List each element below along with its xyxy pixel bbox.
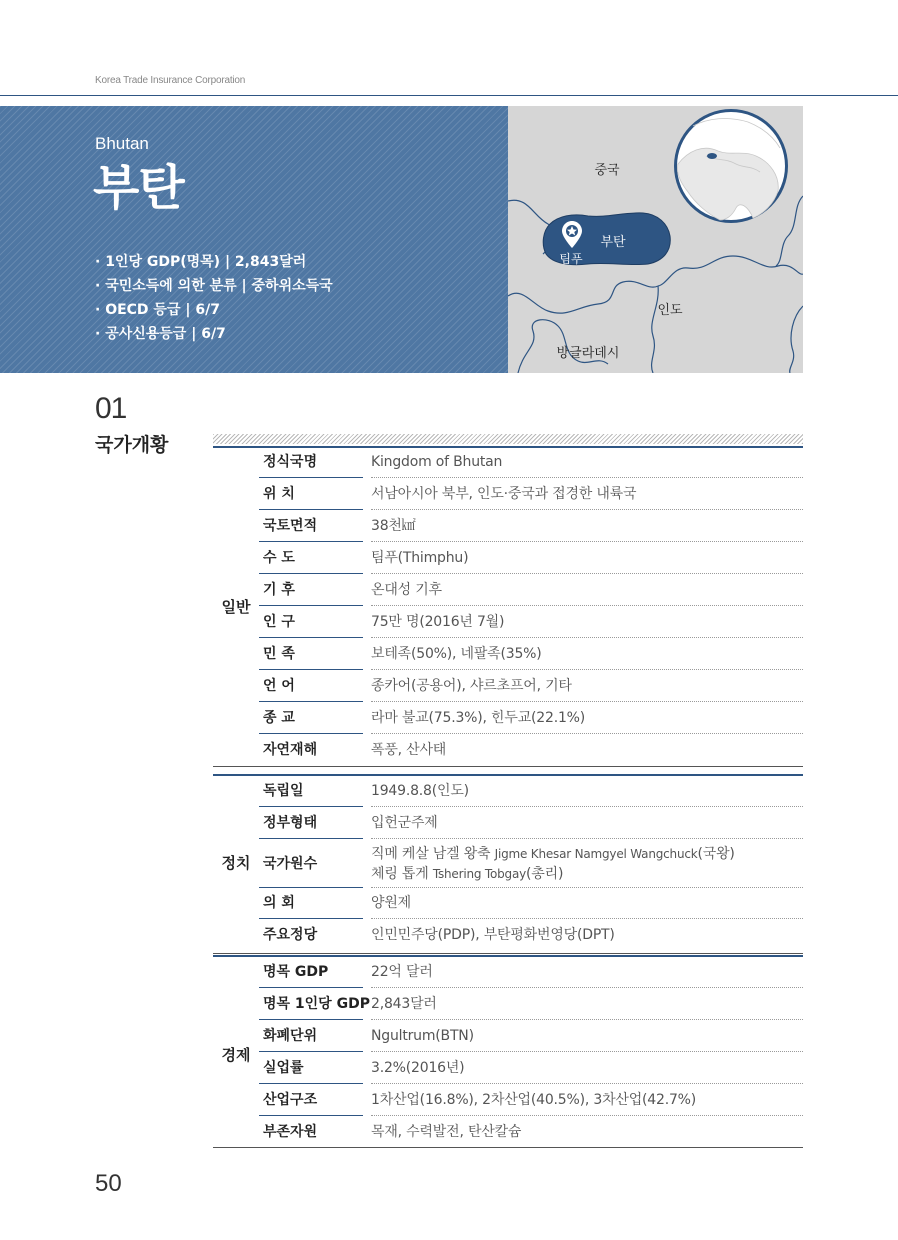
row-key: 기 후 (259, 575, 363, 606)
map-label-bangladesh: 방글라데시 (556, 346, 620, 361)
row-value: 폭풍, 산사태 (371, 742, 447, 758)
map-label-india: 인도 (657, 303, 683, 318)
table-row (259, 639, 803, 671)
table-row (259, 511, 803, 543)
table-row (259, 920, 803, 952)
row-value: 1차산업(16.8%), 2차산업(40.5%), 3차산업(42.7%) (371, 1085, 803, 1116)
table-row (259, 989, 803, 1021)
row-value: 2,843달러 (371, 989, 803, 1020)
section-title: 국가개황 (95, 434, 169, 456)
section-number: 01 (95, 392, 127, 425)
table-row (259, 543, 803, 575)
inset-globe (674, 109, 788, 223)
row-key: 수 도 (259, 543, 363, 574)
row-value: 75만 명(2016년 7월) (371, 607, 803, 638)
pm-name-ko: 체링 톱게 (371, 866, 429, 882)
group-label-general: 일반 (221, 598, 251, 616)
table-row (259, 776, 803, 808)
row-value: 38천㎢ (371, 511, 803, 542)
king-name-en: Jigme Khesar Namgyel Wangchuck (494, 847, 698, 861)
map-label-capital: 팀푸 (559, 252, 583, 266)
row-key: 의 회 (259, 888, 363, 919)
header-divider (0, 95, 898, 96)
page-number: 50 (95, 1170, 122, 1197)
row-key: 명목 1인당 GDP (259, 989, 363, 1020)
row-value: 입헌군주제 (371, 808, 803, 839)
row-value: 양원제 (371, 888, 803, 919)
table-row (259, 479, 803, 511)
key-facts (95, 250, 333, 346)
row-key: 정부형태 (259, 808, 363, 839)
row-value: 종카어(공용어), 샤르초프어, 기타 (371, 671, 803, 702)
head-of-state-line-king (371, 844, 803, 864)
corporation-name: Korea Trade Insurance Corporation (95, 75, 246, 86)
row-value: 목재, 수력발전, 탄산칼슘 (371, 1124, 522, 1140)
table-row (259, 1053, 803, 1085)
row-value: 라마 불교(75.3%), 힌두교(22.1%) (371, 703, 803, 734)
table-row (259, 575, 803, 607)
group-label-politics: 정치 (221, 854, 251, 872)
table-row (259, 735, 803, 767)
fact-oecd-grade: · OECD 등급 | 6/7 (95, 302, 220, 318)
king-name-ko: 직메 케살 남겔 왕축 (371, 846, 491, 862)
row-key: 정식국명 (259, 447, 363, 478)
row-value (371, 840, 803, 888)
row-value: 3.2%(2016년) (371, 1053, 803, 1084)
row-key: 국토면적 (259, 511, 363, 542)
row-key: 부존자원 (263, 1124, 318, 1140)
row-value: Kingdom of Bhutan (371, 447, 803, 478)
row-key: 주요정당 (263, 927, 318, 943)
table-row (259, 957, 803, 989)
row-key: 명목 GDP (259, 957, 363, 988)
table-bottom-rule (213, 953, 803, 954)
row-key: 독립일 (259, 776, 363, 807)
row-key: 국가원수 (259, 840, 363, 888)
row-value: Ngultrum(BTN) (371, 1021, 803, 1052)
country-name-en: Bhutan (95, 134, 149, 153)
table-row (259, 1117, 803, 1149)
group-label-economy: 경제 (221, 1046, 251, 1064)
table-bottom-rule (213, 1147, 803, 1148)
table-row (259, 808, 803, 840)
row-value: 22억 달러 (371, 957, 803, 988)
fact-income-class: · 국민소득에 의한 분류 | 중하위소득국 (95, 278, 333, 294)
table-row (259, 1021, 803, 1053)
head-of-state-line-pm (371, 864, 803, 884)
row-value: 팀푸(Thimphu) (371, 543, 803, 574)
economy-table (213, 955, 803, 1149)
row-key: 인 구 (259, 607, 363, 638)
row-value: 1949.8.8(인도) (371, 776, 803, 807)
table-row (259, 888, 803, 920)
table-row (259, 447, 803, 479)
row-key: 화폐단위 (259, 1021, 363, 1052)
map-svg (508, 106, 803, 373)
pm-name-en: Tshering Tobgay (432, 867, 527, 881)
pm-title: (총리) (526, 866, 564, 882)
section-hatch-rule (213, 434, 803, 444)
row-key: 민 족 (259, 639, 363, 670)
row-key: 언 어 (259, 671, 363, 702)
fact-ksure-grade: · 공사신용등급 | 6/7 (95, 326, 226, 342)
row-key: 실업률 (259, 1053, 363, 1084)
row-key: 종 교 (259, 703, 363, 734)
country-name-ko: 부탄 (93, 160, 184, 216)
row-value: 온대성 기후 (371, 575, 803, 606)
map-label-bhutan: 부탄 (600, 235, 626, 250)
table-row (259, 703, 803, 735)
table-bottom-rule (213, 766, 803, 767)
table-row (259, 671, 803, 703)
general-table (213, 446, 803, 766)
table-row (259, 840, 803, 888)
row-key: 자연재해 (263, 742, 318, 758)
row-key: 위 치 (259, 479, 363, 510)
table-row (259, 1085, 803, 1117)
row-key: 산업구조 (259, 1085, 363, 1116)
politics-table (213, 774, 803, 948)
row-value: 보테족(50%), 네팔족(35%) (371, 639, 803, 670)
table-row (259, 607, 803, 639)
location-map (508, 106, 803, 373)
map-label-china: 중국 (594, 163, 620, 178)
row-value: 서남아시아 북부, 인도·중국과 접경한 내륙국 (371, 479, 803, 510)
row-value: 인민민주당(PDP), 부탄평화번영당(DPT) (371, 927, 615, 943)
king-title: (국왕) (697, 846, 735, 862)
fact-gdp-per-capita: · 1인당 GDP(명목) | 2,843달러 (95, 254, 307, 270)
